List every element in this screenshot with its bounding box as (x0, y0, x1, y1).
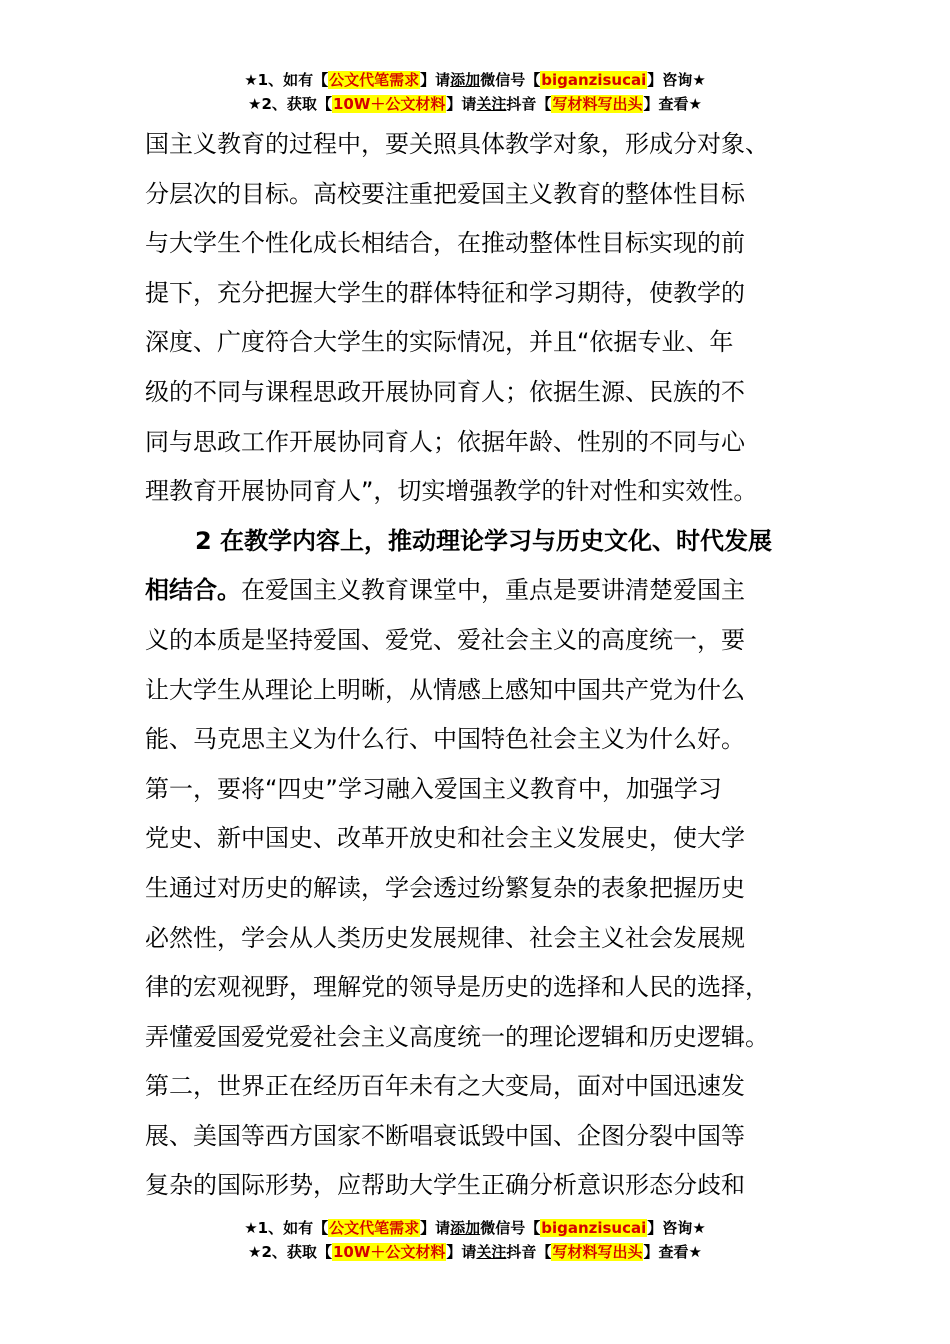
star-icon: ★ (244, 71, 258, 89)
highlight-materials: 10W＋公文材料 (332, 95, 446, 113)
header-banner (0, 68, 950, 116)
highlight-service: 公文代笔需求 (329, 71, 420, 89)
body-line: 能、马克思主义为什么行、中国特色社会主义为什么好。 (145, 725, 745, 754)
body-line: 弄懂爱国爱党爱社会主义高度统一的理论逻辑和历史逻辑。 (145, 1022, 769, 1051)
body-line: 国主义教育的过程中，要关照具体教学对象，形成分对象、 (145, 130, 769, 158)
highlight-materials: 10W＋公文材料 (332, 1243, 446, 1261)
star-icon: ★ (692, 71, 706, 89)
star-icon: ★ (244, 1219, 258, 1237)
body-line: 提下，充分把握大学生的群体特征和学习期待，使教学的 (145, 278, 745, 307)
star-icon: ★ (692, 1219, 706, 1237)
body-line: 与大学生个性化成长相结合，在推动整体性目标实现的前 (145, 229, 745, 258)
section-heading: 2 在教学内容上，推动理论学习与历史文化、时代发展 (195, 526, 773, 555)
footer-banner (0, 1216, 950, 1264)
body-line: 律的宏观视野，理解党的领导是历史的选择和人民的选择， (145, 973, 769, 1002)
star-icon: ★ (248, 1243, 262, 1261)
body-line: 义的本质是坚持爱国、爱党、爱社会主义的高度统一，要 (145, 625, 745, 654)
body-line: 生通过对历史的解读，学会透过纷繁复杂的表象把握历史 (145, 873, 745, 902)
highlight-douyin-id: 写材料写出头 (552, 95, 643, 113)
body-line: 必然性，学会从人类历史发展规律、社会主义社会发展规 (145, 923, 745, 952)
highlight-service: 公文代笔需求 (329, 1219, 420, 1237)
body-line: 同与思政工作开展协同育人；依据年龄、性别的不同与心 (145, 427, 745, 456)
body-line: 展、美国等西方国家不断唱衰诋毁中国、企图分裂中国等 (145, 1121, 745, 1150)
body-line: 分层次的目标。高校要注重把爱国主义教育的整体性目标 (145, 179, 745, 208)
banner-line-1: ★1、如有【公文代笔需求】请添加微信号【biganzisucai】咨询★ (244, 71, 706, 89)
body-line: 复杂的国际形势，应帮助大学生正确分析意识形态分歧和 (145, 1171, 745, 1200)
highlight-wechat-id: biganzisucai (541, 1219, 647, 1237)
highlight-wechat-id: biganzisucai (541, 71, 647, 89)
banner-line-1: ★1、如有【公文代笔需求】请添加微信号【biganzisucai】咨询★ (244, 1219, 706, 1237)
body-line: 深度、广度符合大学生的实际情况，并且“依据专业、年 (145, 328, 734, 357)
body-line: 让大学生从理论上明晰，从情感上感知中国共产党为什么 (145, 675, 745, 704)
body-line: 第一，要将“四史”学习融入爱国主义教育中，加强学习 (145, 774, 722, 803)
star-icon: ★ (248, 95, 262, 113)
document-body (145, 120, 810, 1211)
body-line: 级的不同与课程思政开展协同育人；依据生源、民族的不 (145, 377, 745, 406)
banner-line-2: ★2、获取【10W＋公文材料】请关注抖音【写材料写出头】查看★ (248, 1243, 702, 1261)
banner-line-2: ★2、获取【10W＋公文材料】请关注抖音【写材料写出头】查看★ (248, 95, 702, 113)
star-icon: ★ (688, 1243, 702, 1261)
body-line: 第二，世界正在经历百年未有之大变局，面对中国迅速发 (145, 1072, 745, 1101)
section-heading-continued: 相结合。在爱国主义教育课堂中，重点是要讲清楚爱国主 (145, 576, 745, 605)
highlight-douyin-id: 写材料写出头 (552, 1243, 643, 1261)
star-icon: ★ (688, 95, 702, 113)
body-line: 党史、新中国史、改革开放史和社会主义发展史，使大学 (145, 824, 745, 853)
body-line: 理教育开展协同育人”，切实增强教学的针对性和实效性。 (145, 477, 758, 506)
